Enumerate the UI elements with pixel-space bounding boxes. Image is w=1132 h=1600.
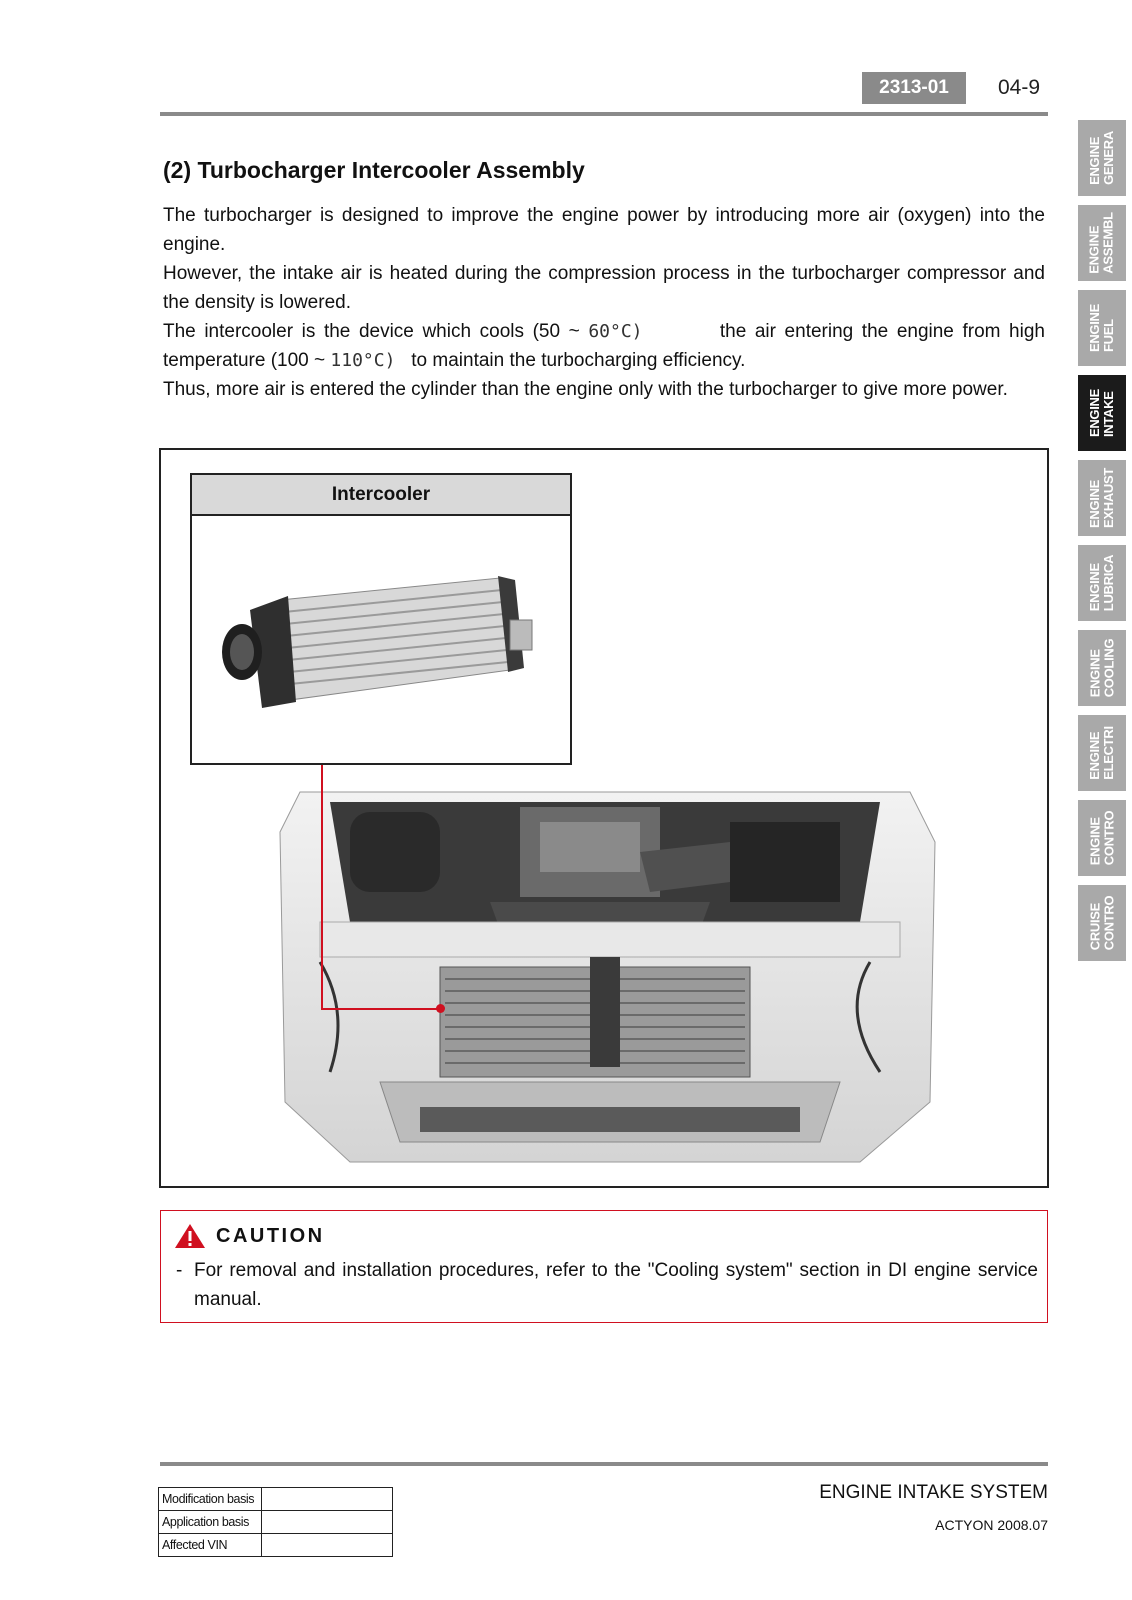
temp-range-low: 60°C): [588, 321, 643, 342]
intercooler-label: Intercooler: [192, 475, 570, 516]
footer-title: ENGINE INTAKE SYSTEM: [819, 1482, 1048, 1503]
table-row: [159, 1534, 393, 1557]
callout-line-horizontal: [321, 1008, 441, 1010]
section-tabs: [1078, 120, 1126, 970]
tab-engine-intake[interactable]: ENGINE INTAKE: [1078, 375, 1126, 451]
body-text: [163, 201, 1045, 404]
caution-header: [174, 1223, 325, 1249]
caution-body: For removal and installation procedures, refer to the "Cooling system" section in DI engine service manual.: [194, 1260, 1038, 1310]
intercooler-illustration: [210, 560, 550, 720]
tab-engine-electrical[interactable]: ENGINE ELECTRI: [1078, 715, 1126, 791]
application-basis-value: [262, 1511, 393, 1534]
affected-vin-label: Affected VIN: [159, 1534, 262, 1557]
tab-engine-general[interactable]: ENGINE GENERA: [1078, 120, 1126, 196]
document-code-badge: 2313-01: [862, 72, 966, 104]
caution-title: CAUTION: [216, 1224, 325, 1247]
caution-text: [176, 1256, 1038, 1314]
footer-rule: [160, 1462, 1048, 1466]
page-number: 04-9: [998, 76, 1041, 99]
table-row: [159, 1511, 393, 1534]
callout-line-vertical: [321, 765, 323, 1010]
footer-subtitle: ACTYON 2008.07: [935, 1517, 1048, 1533]
engine-bay-illustration: [260, 772, 950, 1172]
affected-vin-value: [262, 1534, 393, 1557]
basis-table: [158, 1487, 393, 1557]
tab-engine-control[interactable]: ENGINE CONTRO: [1078, 800, 1126, 876]
header-rule: [160, 112, 1048, 116]
paragraph-3: The intercooler is the device which cools (50 ~ 60°C) the air entering the engine from high temperature (100 ~ 110°C) to maintain the turbocharging efficiency.: [163, 321, 1045, 371]
tab-engine-lubrication[interactable]: ENGINE LUBRICA: [1078, 545, 1126, 621]
tab-engine-assembly[interactable]: ENGINE ASSEMBL: [1078, 205, 1126, 281]
warning-triangle-icon: [174, 1223, 206, 1249]
temp-range-high: 110°C): [330, 350, 396, 371]
paragraph-4: Thus, more air is entered the cylinder than the engine only with the turbocharger to give more power.: [163, 379, 1008, 400]
callout-dot: [436, 1004, 445, 1013]
tab-engine-cooling[interactable]: ENGINE COOLING: [1078, 630, 1126, 706]
application-basis-label: Application basis: [159, 1511, 262, 1534]
paragraph-2: However, the intake air is heated during the compression process in the turbocharger compressor and the density is lowered.: [163, 263, 1045, 313]
caution-bullet: -: [176, 1260, 183, 1281]
tab-engine-fuel[interactable]: ENGINE FUEL: [1078, 290, 1126, 366]
paragraph-1: The turbocharger is designed to improve the engine power by introducing more air (oxygen) into the engine.: [163, 205, 1045, 255]
tab-engine-exhaust[interactable]: ENGINE EXHAUST: [1078, 460, 1126, 536]
modification-basis-label: Modification basis: [159, 1488, 262, 1511]
tab-cruise-control[interactable]: CRUISE CONTRO: [1078, 885, 1126, 961]
section-title: (2) Turbocharger Intercooler Assembly: [163, 157, 585, 183]
modification-basis-value: [262, 1488, 393, 1511]
table-row: [159, 1488, 393, 1511]
